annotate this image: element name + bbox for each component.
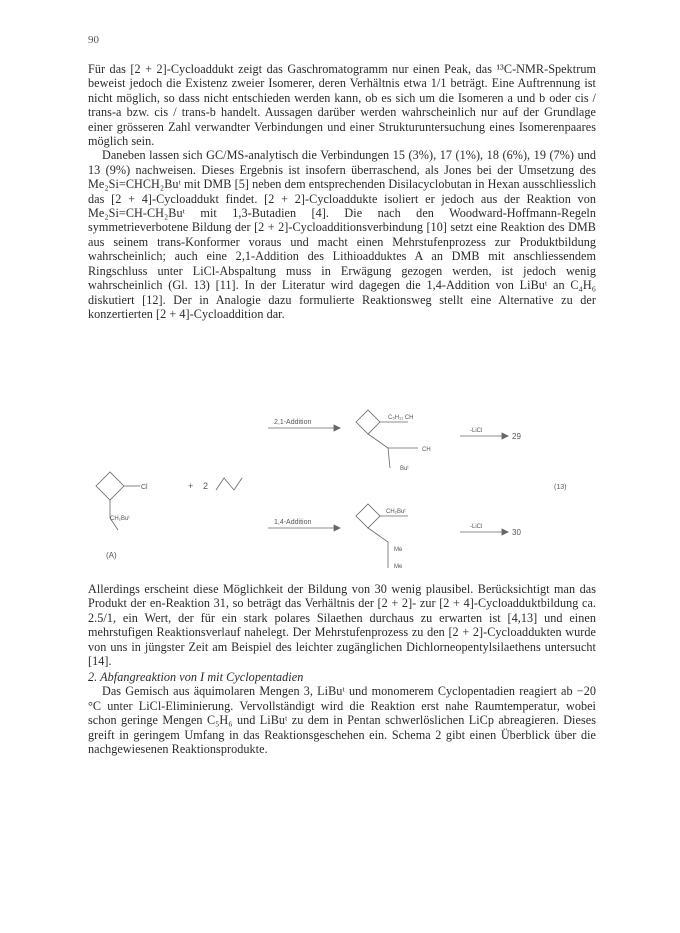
ring-structure bbox=[96, 472, 124, 500]
butadiene-structure bbox=[216, 478, 242, 490]
section-heading: 2. Abfangreaktion von I mit Cyclopentadien bbox=[88, 670, 304, 684]
arrowhead bbox=[334, 425, 340, 431]
fragment-label: Cl bbox=[141, 484, 148, 491]
ring-structure bbox=[356, 410, 380, 434]
arrowhead bbox=[334, 525, 340, 531]
reaction-scheme-drawing bbox=[88, 408, 596, 578]
label-14-addition: 1,4-Addition bbox=[274, 519, 312, 526]
product-30: 30 bbox=[512, 528, 521, 537]
bond bbox=[368, 434, 388, 448]
paragraph: Allerdings erscheint diese Möglichkeit der Bildung von 30 wenig plausibel. Berücksichtigt man das Produkt der en-Reaktion 31, so beträgt das Verhältnis der [2 + 2]- zur [2 + 4]-Cycloadduktbildung ca. 2.5/1, ein Wert, der für ein stark polares Silaethen durchaus zu erwarten ist [4,13] und einen mehrstufigen Reaktionsverlauf nahelegt. Der Mehrstufenprozess zu den [2 + 2]-Cycloaddukten wurde von uns in jüngster Zeit am Beispiel des leichter zugänglichen Dichlorneopentylsilaethens untersucht [14]. bbox=[88, 582, 596, 669]
arrowhead bbox=[502, 433, 508, 439]
fragment-label: Buᵗ bbox=[400, 466, 409, 472]
label-21-addition: 2,1-Addition bbox=[274, 419, 312, 426]
fragment-label: -LiCl bbox=[470, 524, 483, 530]
paragraph: Das Gemisch aus äquimolaren Mengen 3, LiBuᵗ und monomerem Cyclopentadien reagiert ab −20 °C unter LiCl-Eliminierung. Vervollständigt wird die Reaktion erst nahe Raumtemperatur, wobei schon geringe Mengen C₅H₆ und LiBuᵗ zu dem in Pentan schwerlöslichen LiCp abreagieren. Dieses greift in geringem Umfang in das Reaktionsgeschehen ein. Schema 2 gibt einen Überblick über die nachgewiesenen Reaktionsprodukte. bbox=[88, 684, 596, 757]
text-block-middle bbox=[88, 582, 596, 668]
equation-number: (13) bbox=[554, 484, 567, 491]
fragment-label: CH₂Buᵗ bbox=[110, 516, 130, 522]
fragment-label: Me bbox=[394, 547, 403, 553]
ring-structure bbox=[356, 504, 380, 528]
plus-sign: + bbox=[188, 481, 194, 491]
section-2 bbox=[88, 670, 596, 756]
fragment-label: CH bbox=[422, 447, 431, 453]
fragment-label: -LiCl bbox=[470, 428, 483, 434]
compound-A-label: (A) bbox=[106, 551, 117, 560]
reaction-scheme bbox=[88, 408, 596, 578]
paragraph: Für das [2 + 2]-Cycloaddukt zeigt das Gaschromatogramm nur einen Peak, das ¹³C-NMR-Spektrum beweist jedoch die Existenz zweier Isomerer, deren Verhältnis etwa 1/1 beträgt. Eine Auftrennung ist nicht möglich, so dass nicht entschieden werden kann, ob es sich um die Isomeren a und b oder cis / trans-a bzw. cis / trans-b handelt. Aussagen darüber werden wahrscheinlich nur auf der Grundlage einer grösseren Zahl verwandter Verbindungen und einer Strukturuntersuchung eines Isomerenpaares möglich sein. bbox=[88, 62, 596, 149]
fragment-label: C₅H₁₁ CH bbox=[388, 415, 414, 421]
text-block-top bbox=[88, 62, 596, 321]
coefficient: 2 bbox=[203, 481, 209, 491]
bond bbox=[368, 528, 388, 542]
page-number: 90 bbox=[88, 34, 99, 46]
product-29: 29 bbox=[512, 432, 521, 441]
bond bbox=[388, 448, 390, 468]
fragment-label: Me bbox=[394, 564, 403, 570]
paragraph: Daneben lassen sich GC/MS-analytisch die Verbindungen 15 (3%), 17 (1%), 18 (6%), 19 (7%) und 13 (9%) nachweisen. Dieses Ergebnis ist insofern überraschend, als Jones bei der Umsetzung des Me₂Si=CHCH₂Buᵗ mit DMB [5] neben dem entsprechenden Disilacyclobutan in Hexan ausschliesslich das [2 + 4]-Cycloaddukt findet. [2 + 2]-Cycloaddukte isoliert er jedoch aus der Reaktion von Me₂Si=CH-CH₂Buᵗ mit 1,3-Butadien [4]. Die nach den Woodward-Hoffmann-Regeln symmetrieverbotene Bildung der [2 + 2]-Cycloadditionsverbindung [10] setzt eine Reaktion des DMB aus seinem trans-Konformer voraus und macht einen Mehrstufenprozess zur Produktbildung wahrscheinlich; auch eine 2,1-Addition des Lithioadduktes A an DMB mit anschliessendem Ringschluss unter LiCl-Abspaltung muss in Erwägung gezogen werden, ist jedoch wenig wahrscheinlich (Gl. 13) [11]. In der Literatur wird dagegen die 1,4-Addition von LiBuᵗ an C₄H₆ diskutiert [12]. Der in Analogie dazu formulierte Reaktionsweg stellt eine Alternative zu der konzertierten [2 + 4]-Cycloaddition dar. bbox=[88, 148, 596, 321]
arrowhead bbox=[502, 529, 508, 535]
fragment-label: CH₂Buᵗ bbox=[386, 509, 406, 515]
